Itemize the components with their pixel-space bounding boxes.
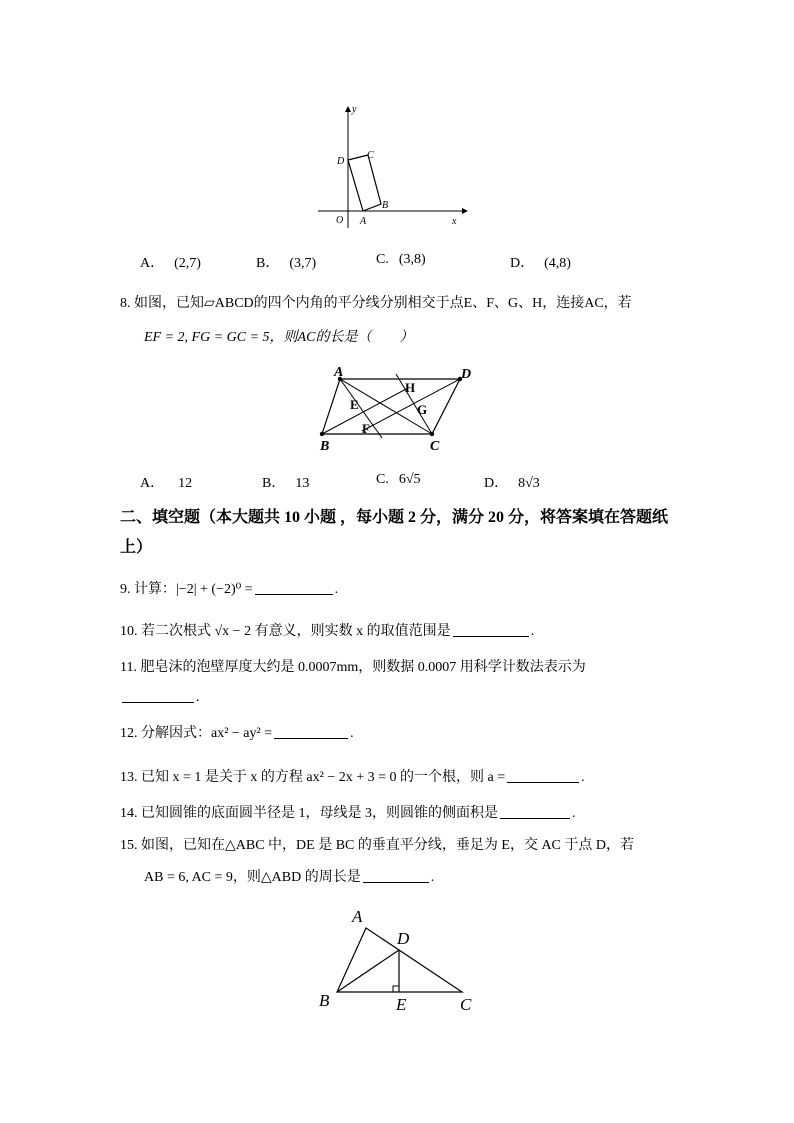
- label-d: D: [397, 929, 410, 948]
- label-e: E: [350, 397, 359, 412]
- label-a: A: [360, 216, 367, 227]
- label-a: A: [352, 907, 363, 926]
- q13: [120, 766, 585, 786]
- q15-answer-blank[interactable]: [363, 868, 429, 883]
- y-axis-arrow: [345, 106, 351, 112]
- q9-text: 9. 计算：|−2| + (−2)⁰ =: [120, 582, 253, 597]
- right-angle-mark: [393, 986, 399, 992]
- option-letter: C.: [376, 252, 389, 267]
- q8-option-b: [262, 472, 309, 492]
- q9-answer-blank[interactable]: [255, 580, 333, 595]
- q7-option-d: [510, 252, 571, 272]
- label-b: B: [382, 200, 389, 211]
- q13-period: .: [581, 770, 585, 785]
- x-axis-arrow: [462, 208, 468, 214]
- q9-period: .: [334, 582, 339, 597]
- q12: [120, 722, 354, 742]
- option-letter: B．: [256, 256, 280, 271]
- q7-option-b: [256, 252, 316, 272]
- q15-text: AB = 6, AC = 9，则△ABD 的周长是: [144, 870, 361, 885]
- q12-period: .: [350, 726, 354, 741]
- section-2-heading-line1: 二、填空题（本大题共 10 小题 ，每小题 2 分，满分 20 分，将答案填在答题纸: [120, 509, 669, 526]
- q8-line1: 8. 如图，已知▱ABCD的四个内角的平分线分别相交于点E、F、G、H，连接AC，若: [120, 296, 632, 311]
- label-c: C: [367, 150, 374, 161]
- label-d: D: [337, 156, 345, 167]
- q11-line1: 11. 肥皂沫的泡壁厚度大约是 0.0007mm，则数据 0.0007 用科学计数法表示为: [120, 660, 586, 675]
- option-letter: A．: [140, 256, 165, 271]
- option-value: 8√3: [518, 476, 540, 491]
- q14-period: .: [572, 806, 576, 821]
- option-value: 6√5: [398, 472, 421, 487]
- q13-text: 13. 已知 x = 1 是关于 x 的方程 ax² − 2x + 3 = 0 的一个根，则 a =: [120, 770, 506, 785]
- label-y: y: [352, 104, 357, 115]
- q10-text: 10. 若二次根式 √x − 2 有意义，则实数 x 的取值范围是: [120, 624, 451, 639]
- option-letter: C.: [376, 472, 389, 487]
- q15-period: .: [430, 870, 435, 885]
- q8-option-a: [140, 472, 192, 492]
- label-c: C: [430, 439, 440, 454]
- q12-answer-blank[interactable]: [274, 724, 348, 739]
- q15-line2: [144, 866, 434, 886]
- label-b: B: [320, 439, 330, 454]
- label-e: E: [396, 995, 407, 1014]
- q10-period: .: [530, 624, 535, 639]
- q14: [120, 802, 576, 822]
- option-value: 13: [295, 476, 310, 491]
- q12-text: 12. 分解因式：ax² − ay² =: [120, 726, 273, 741]
- option-value: 12: [178, 476, 193, 491]
- q14-text: 14. 已知圆锥的底面圆半径是 1，母线是 3，则圆锥的侧面积是: [120, 806, 498, 821]
- option-letter: D．: [484, 476, 509, 491]
- q7-option-a: [140, 252, 201, 272]
- option-value: (2,7): [174, 256, 201, 271]
- q13-answer-blank[interactable]: [507, 768, 579, 783]
- q7-option-c: [376, 252, 426, 268]
- section-2-heading-line2: 上）: [120, 539, 153, 556]
- q8-parallelogram-figure: [310, 360, 485, 455]
- q7-coordinate-figure: [310, 100, 480, 235]
- q11-line2: [120, 688, 200, 706]
- option-letter: D．: [510, 256, 535, 271]
- parallelogram-abcd: [322, 379, 460, 434]
- rectangle-abcd: [348, 155, 381, 211]
- option-letter: B．: [262, 476, 286, 491]
- label-c: C: [460, 995, 472, 1014]
- label-g: G: [417, 402, 428, 417]
- bisector-a: [340, 379, 382, 438]
- label-f: F: [362, 421, 370, 436]
- q11-period: .: [196, 690, 200, 705]
- label-h: H: [405, 380, 416, 395]
- q8-line2: EF = 2, FG = GC = 5，则AC的长是（ ）: [144, 330, 414, 345]
- q14-answer-blank[interactable]: [500, 804, 570, 819]
- option-value: (3,7): [289, 256, 317, 271]
- point-b: [320, 432, 324, 436]
- q11-answer-blank[interactable]: [122, 688, 194, 703]
- label-a: A: [334, 365, 344, 380]
- q10: [120, 620, 534, 640]
- q10-answer-blank[interactable]: [453, 622, 529, 637]
- label-o: O: [336, 215, 344, 226]
- label-x: x: [452, 216, 457, 227]
- q15-line1: 15. 如图，已知在△ABC 中，DE 是 BC 的垂直平分线，垂足为 E，交 AC 于点 D，若: [120, 838, 634, 853]
- q15-triangle-figure: [310, 900, 490, 1018]
- q8-option-d: [484, 472, 540, 492]
- option-value: (4,8): [544, 256, 571, 271]
- q8-option-c: [376, 472, 421, 488]
- label-d: D: [461, 367, 472, 382]
- label-b: B: [319, 991, 330, 1010]
- q9: [120, 578, 338, 598]
- option-value: (3,8): [398, 252, 426, 267]
- point-c: [430, 432, 434, 436]
- option-letter: A．: [140, 476, 165, 491]
